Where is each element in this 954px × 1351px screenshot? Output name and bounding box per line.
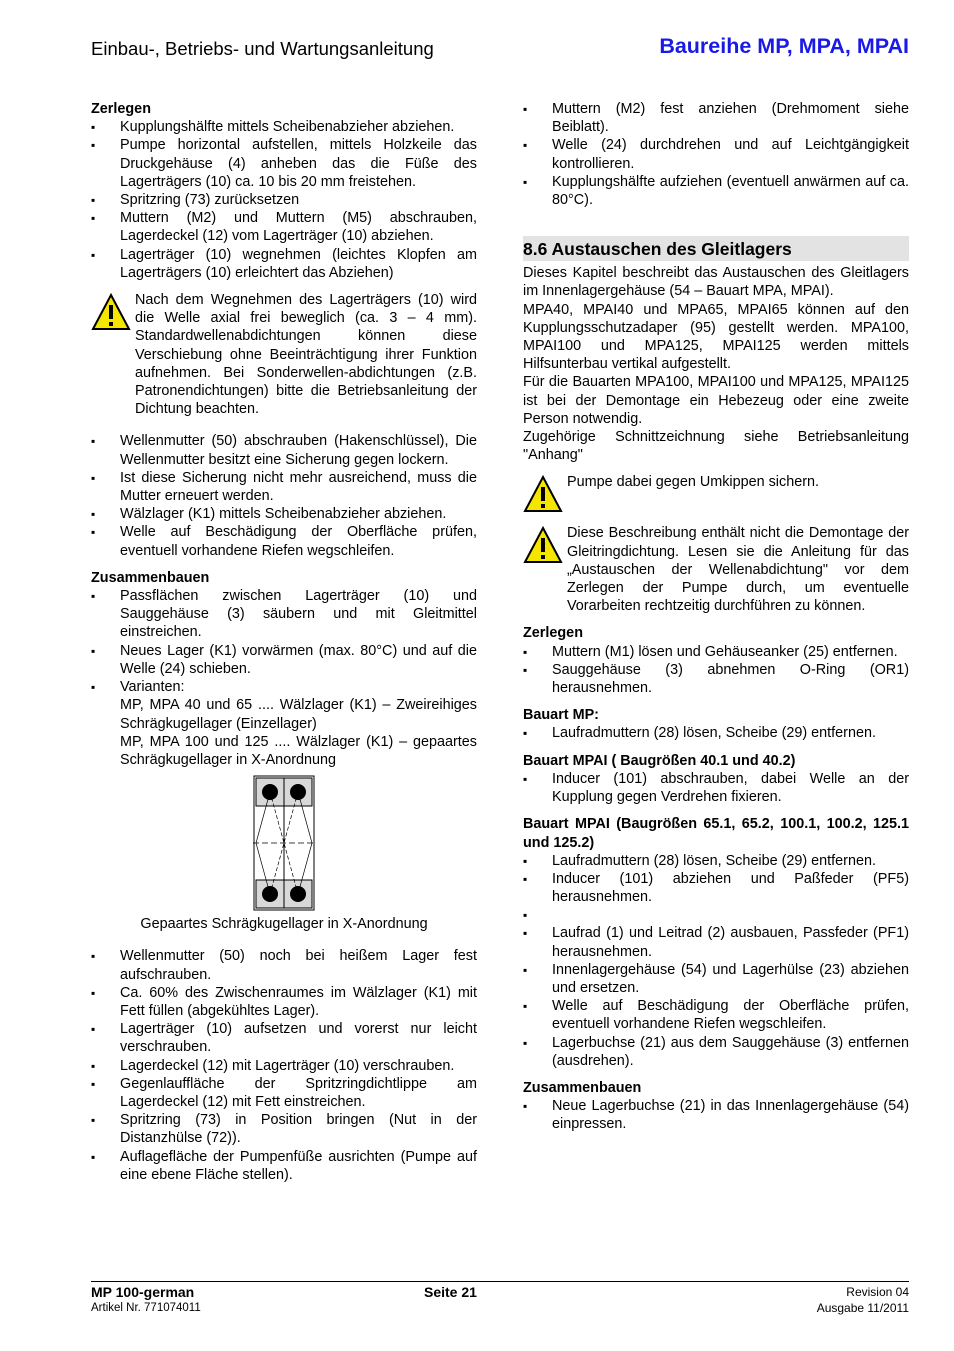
intro-paragraph-4: Zugehörige Schnittzeichnung siehe Betriebsanleitung "Anhang" [523, 429, 909, 464]
list-item: ▪ Muttern (M2) und Muttern (M5) abschrauben, Lagerdeckel (12) vom Lagerträger (10) abziehen. [91, 209, 477, 245]
warning-triangle-icon [91, 293, 135, 333]
list-item: ▪ Sauggehäuse (3) abnehmen O-Ring (OR1) herausnehmen. [523, 661, 909, 697]
warning-text: Nach dem Wegnehmen des Lagerträgers (10) wird die Welle axial frei beweglich (ca. 3 – 4 mm). Standardwellenabdichtungen können diese Verschiebung ohne Beeinträchtigung ihrer Funktion aufnehmen. Bei Sonderwellen-abdichtungen (z.B. Patronendichtungen) bitte die Betriebsanleitung der Dichtung beachten. [135, 292, 477, 418]
list-item: ▪ Neue Lagerbuchse (21) in das Innenlagergehäuse (54) einpressen. [523, 1097, 909, 1133]
list-item: ▪ Auflagefläche der Pumpenfüße ausrichten (Pumpe auf eine ebene Fläche stellen). [91, 1148, 477, 1184]
zerlegen-list [523, 643, 909, 698]
list-item: ▪ Spritzring (73) in Position bringen (Nut in der Distanzhülse (72)). [91, 1111, 477, 1147]
intro-paragraph-3: Für die Bauarten MPA100, MPAI100 und MPA125, MPAI125 ist bei der Demontage ein Hebezeug oder eine zweite Person notwendig. [523, 374, 909, 427]
warning-note-axial-play [91, 291, 477, 418]
zerlegen-list [91, 118, 477, 282]
list-item: ▪ Laufrad (1) und Leitrad (2) ausbauen, Passfeder (PF1) herausnehmen. [523, 924, 909, 960]
list-item: ▪ Welle auf Beschädigung der Oberfläche prüfen, eventuell vorhandene Riefen wegschleifen. [91, 523, 477, 559]
zerlegen-heading: Zerlegen [523, 625, 583, 642]
warning-triangle-icon [523, 526, 567, 566]
list-item: ▪ Lagerdeckel (12) mit Lagerträger (10) verschrauben. [91, 1057, 477, 1075]
list-item: ▪ Laufradmuttern (28) lösen, Scheibe (29) entfernen. [523, 724, 909, 742]
list-item: ▪ Ca. 60% des Zwischenraumes im Wälzlager (K1) mit Fett füllen (abgekühltes Lager). [91, 984, 477, 1020]
section-heading: 8.6 Austauschen des Gleitlagers [523, 236, 909, 261]
left-column [91, 100, 477, 1184]
zerlegen-heading: Zerlegen [91, 101, 151, 117]
warning-text: Diese Beschreibung enthält nicht die Demontage der Gleitringdichtung. Lesen sie die Anleitung für das „Austauschen der Wellenabdichtung" vor dem Zerlegen der Pumpe durch, um eventuelle Vorarbeiten rechtzeitig durchführen zu können. [567, 525, 909, 615]
warning-note-seal [523, 524, 909, 615]
list-item: ▪ Laufradmuttern (28) lösen, Scheibe (29) entfernen. [523, 852, 909, 870]
zusammenbauen-heading: Zusammenbauen [523, 1079, 642, 1096]
footer-page-number: Seite 21 [424, 1284, 477, 1300]
list-item: ▪ Wellenmutter (50) noch bei heißem Lager fest aufschrauben. [91, 947, 477, 983]
list-item: ▪ Wellenmutter (50) abschrauben (Hakenschlüssel), Die Wellenmutter besitzt eine Sicherung gegen lockern. [91, 432, 477, 468]
varianten-line-2: MP, MPA 100 und 125 .... Wälzlager (K1) – gepaartes Schrägkugellager in X-Anordnung [120, 733, 477, 768]
list-item: ▪ Inducer (101) abschrauben, dabei Welle an der Kupplung gegen Verdrehen fixieren. [523, 770, 909, 806]
zusammenbauen-list-continued [91, 947, 477, 1184]
footer-article-number: Artikel Nr. 771074011 [91, 1302, 201, 1314]
list-item: ▪ Wälzlager (K1) mittels Scheibenabzieher abziehen. [91, 505, 477, 523]
list-item: ▪ Welle (24) durchdrehen und auf Leichtgängigkeit kontrollieren. [523, 136, 909, 172]
bauart-mp-heading: Bauart MP: [523, 707, 599, 724]
header-document-title: Einbau-, Betriebs- und Wartungsanleitung [91, 38, 434, 59]
footer-revision: Revision 04 [846, 1285, 909, 1299]
list-item: ▪ Ist diese Sicherung nicht mehr ausreichend, muss die Mutter erneuert werden. [91, 469, 477, 505]
zerlegen-list-continued [91, 432, 477, 559]
list-item: ▪ Gegenlauffläche der Spritzringdichtlippe am Lagerdeckel (12) mit Fett einstreichen. [91, 1075, 477, 1111]
list-item: ▪ Lagerbuchse (21) aus dem Sauggehäuse (3) entfernen (ausdrehen). [523, 1034, 909, 1070]
list-item: ▪ Kupplungshälfte mittels Scheibenabzieher abziehen. [91, 118, 477, 136]
list-item: ▪ Spritzring (73) zurücksetzen [91, 191, 477, 209]
list-item: ▪ Passflächen zwischen Lagerträger (10) und Sauggehäuse (3) säubern und mit Gleitmittel einstreichen. [91, 587, 477, 642]
list-item: ▪ Lagerträger (10) aufsetzen und vorerst nur leicht verschrauben. [91, 1020, 477, 1056]
footer-divider [91, 1281, 909, 1282]
zusammenbauen-list [91, 587, 477, 769]
varianten-line-1: MP, MPA 40 und 65 .... Wälzlager (K1) – Zweireihiges Schrägkugellager (Einzellager) [120, 697, 477, 732]
bauart-mpai-40-heading: Bauart MPAI ( Baugrößen 40.1 und 40.2) [523, 752, 796, 769]
varianten-label: Varianten: [120, 679, 185, 696]
list-item: ▪ Muttern (M2) fest anziehen (Drehmoment siehe Beiblatt). [523, 100, 909, 136]
bauart-mpai-40-list [523, 770, 909, 806]
assembly-continued-list [523, 100, 909, 209]
header-series-title: Baureihe MP, MPA, MPAI [659, 34, 909, 58]
zusammenbauen-heading: Zusammenbauen [91, 569, 210, 586]
bearing-figure [91, 775, 477, 933]
bauart-mp-list [523, 724, 909, 742]
list-item: ▪ Kupplungshälfte aufziehen (eventuell anwärmen auf ca. 80°C). [523, 173, 909, 209]
right-column [523, 100, 909, 1134]
footer-edition: Ausgabe 11/2011 [816, 1301, 909, 1315]
bauart-mpai-65-heading: Bauart MPAI (Baugrößen 65.1, 65.2, 100.1, 100.2, 125.1 und 125.2) [523, 816, 909, 851]
list-item: ▪ Innenlagergehäuse (54) und Lagerhülse (23) abziehen und ersetzen. [523, 961, 909, 997]
zusammenbauen-list [523, 1097, 909, 1133]
list-item-empty [523, 906, 909, 924]
angular-contact-bearing-diagram [253, 775, 315, 911]
bauart-mpai-65-list [523, 852, 909, 1070]
list-item: ▪ Lagerträger (10) wegnehmen (leichtes Klopfen am Lagerträgers (10) erleichtert das Abziehen) [91, 246, 477, 282]
list-item: ▪ Welle auf Beschädigung der Oberfläche prüfen, eventuell vorhandene Riefen wegschleifen. [523, 997, 909, 1033]
footer-doc-id: MP 100-german [91, 1284, 195, 1300]
list-item-varianten [91, 678, 477, 769]
warning-triangle-icon [523, 475, 567, 515]
warning-text: Pumpe dabei gegen Umkippen sichern. [567, 474, 819, 491]
footer-left [91, 1284, 201, 1316]
list-item: ▪ Inducer (101) abziehen und Paßfeder (PF5) herausnehmen. [523, 870, 909, 906]
figure-caption: Gepaartes Schrägkugellager in X-Anordnung [140, 916, 428, 933]
list-item: ▪ Neues Lager (K1) vorwärmen (max. 80°C) und auf die Welle (24) schieben. [91, 642, 477, 678]
intro-paragraph-1: Dieses Kapitel beschreibt das Austauschen des Gleitlagers im Innenlagergehäuse (54 – Bauart MPA, MPAI). [523, 265, 909, 300]
list-item: ▪ Pumpe horizontal aufstellen, mittels Holzkeile das Druckgehäuse (4) anheben das die Füße des Lagerträgers (10) ca. 10 bis 20 mm freistehen. [91, 136, 477, 191]
list-item: ▪ Muttern (M1) lösen und Gehäuseanker (25) entfernen. [523, 643, 909, 661]
footer-right [817, 1284, 909, 1316]
intro-paragraph-2: MPA40, MPAI40 und MPA65, MPAI65 können auf den Kupplungsschutzadaper (95) gestellt werden. MPA100, MPAI100 und MPA125, MPAI125 werden mittels Hilfsunterbau vertikal aufgestellt. [523, 301, 909, 373]
warning-note-tipping [523, 473, 909, 515]
